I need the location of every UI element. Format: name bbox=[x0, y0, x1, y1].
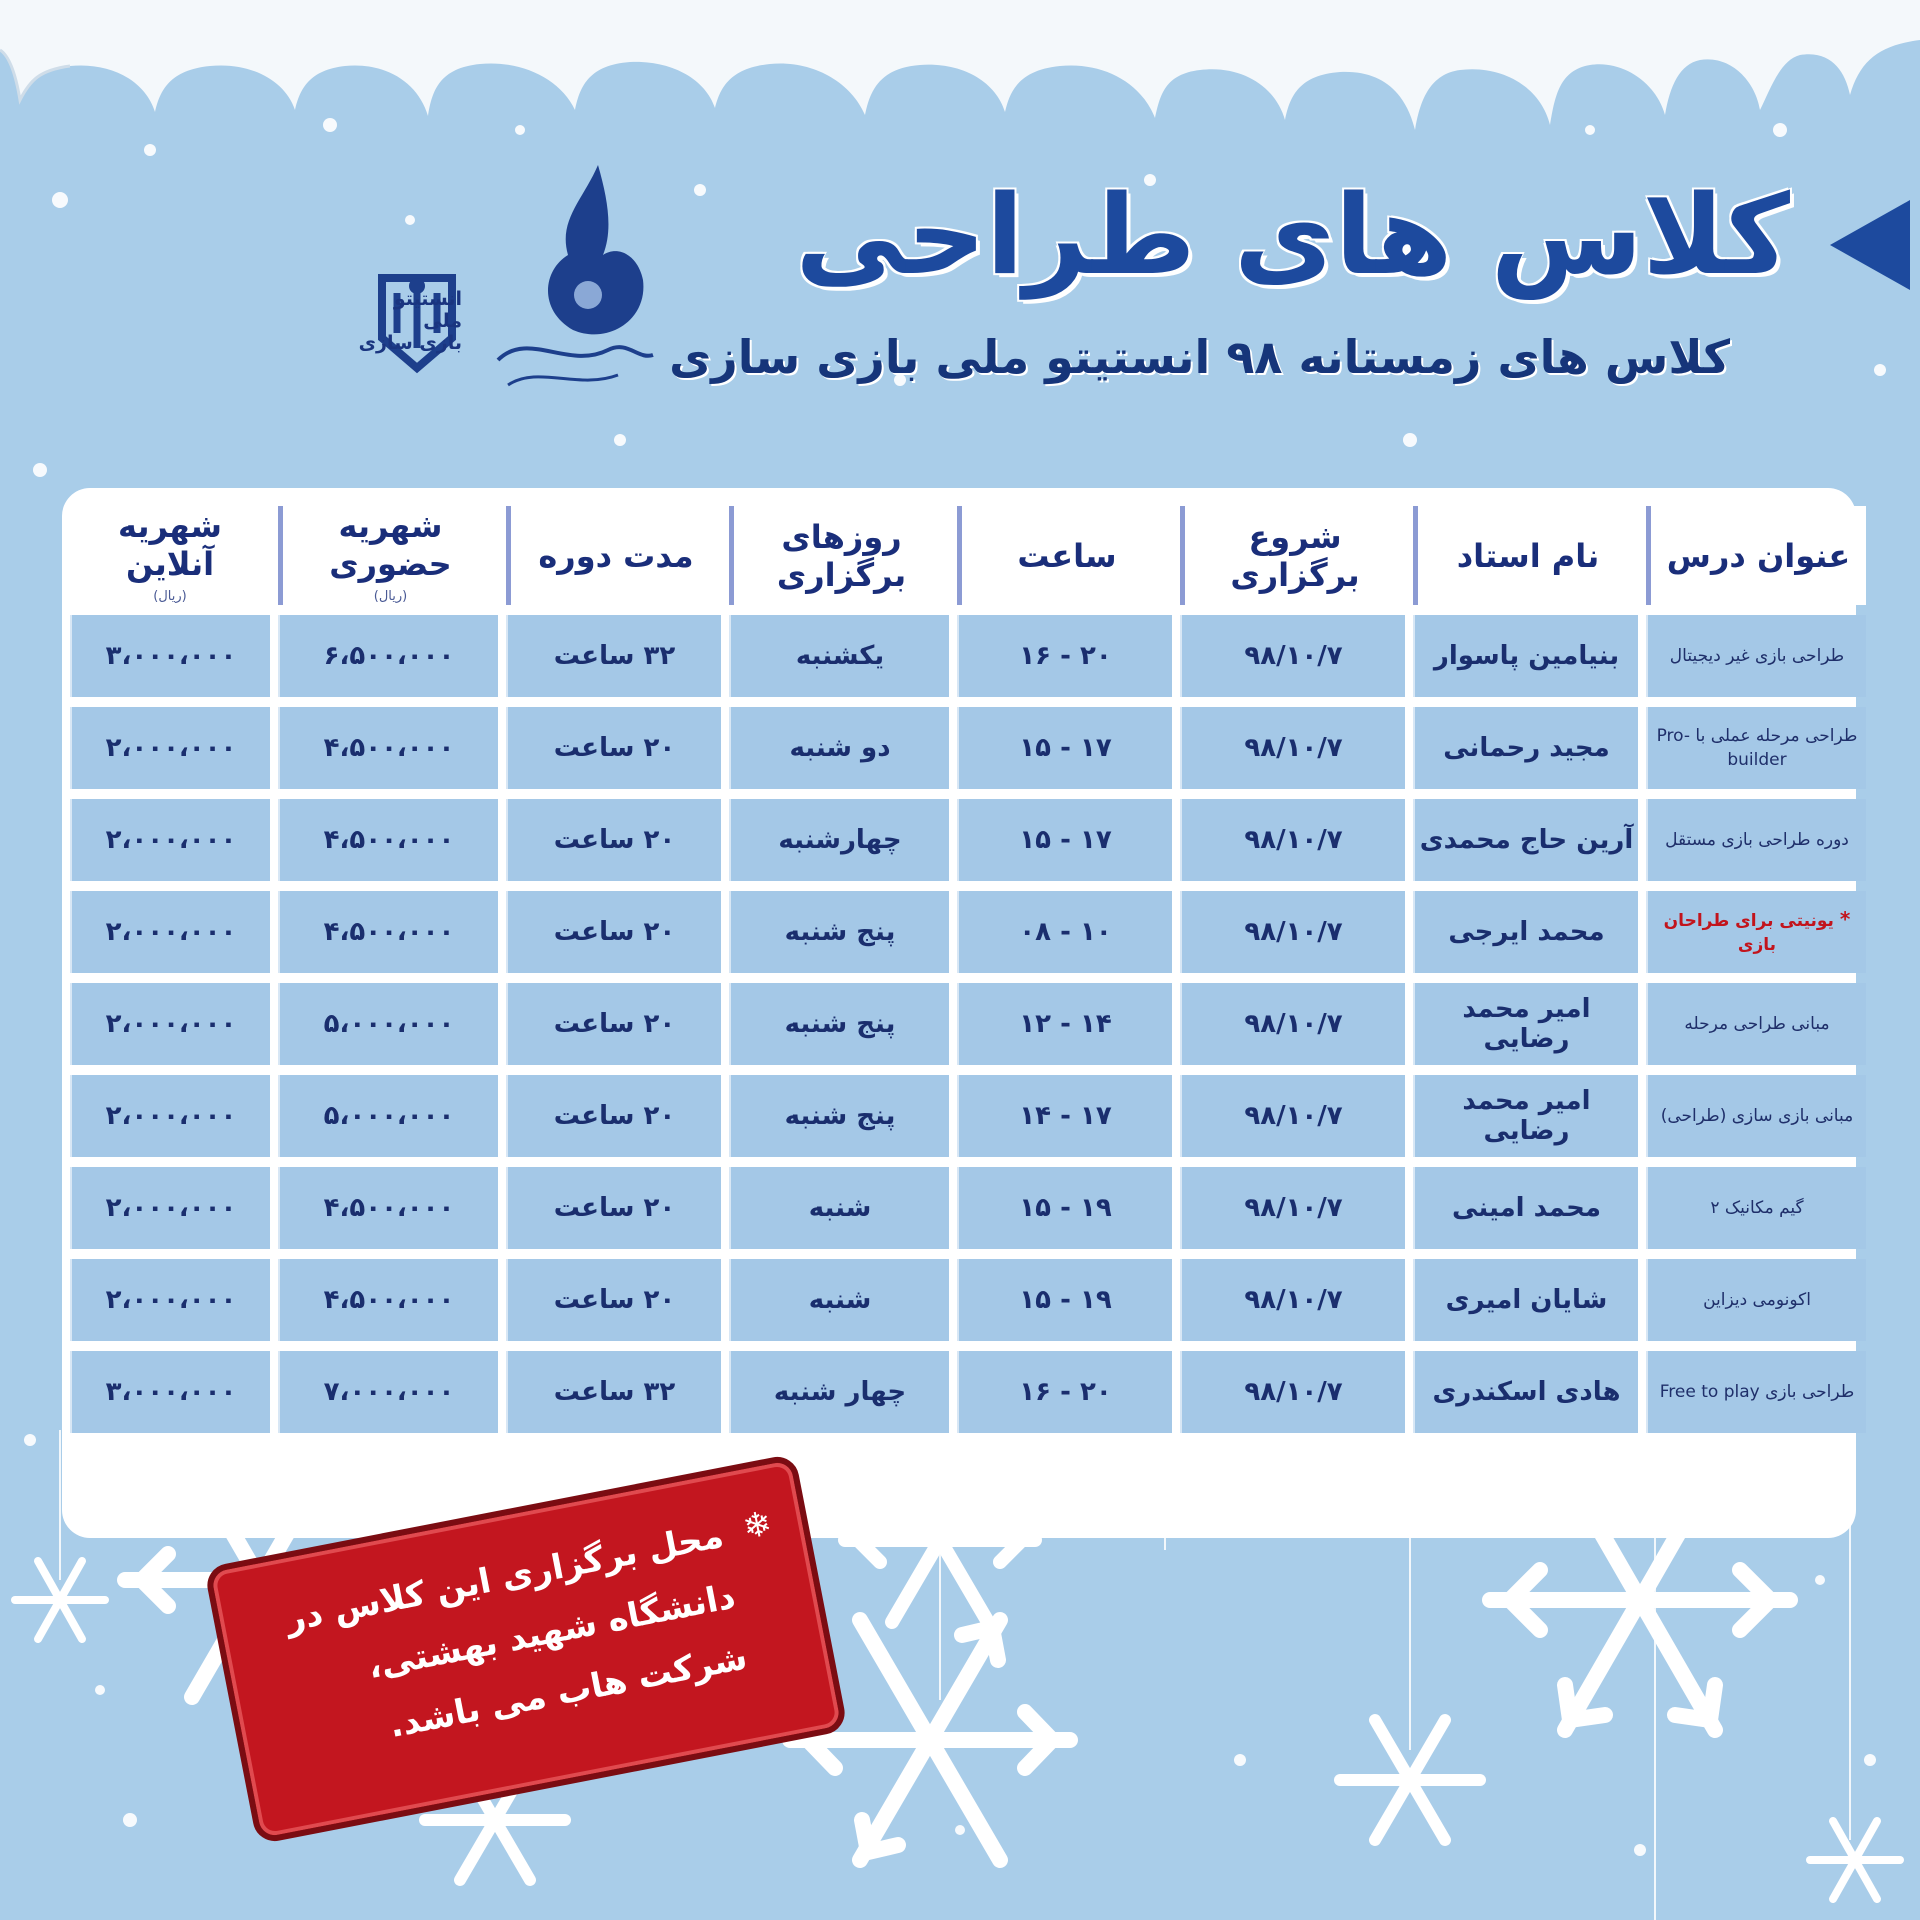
cell-days: یکشنبه bbox=[729, 615, 949, 697]
cell-start: ۹۸/۱۰/۷ bbox=[1180, 615, 1405, 697]
cell-teacher: بنیامین پاسوار bbox=[1413, 615, 1638, 697]
cell-teacher: محمد ایرجی bbox=[1413, 891, 1638, 973]
cell-teacher: هادی اسکندری bbox=[1413, 1351, 1638, 1433]
cell-days: چهارشنبه bbox=[729, 799, 949, 881]
table-row bbox=[70, 1075, 1866, 1157]
cell-course: اکونومی دیزاین bbox=[1646, 1259, 1866, 1341]
cell-fee-inperson: ۴،۵۰۰،۰۰۰ bbox=[278, 891, 498, 973]
foundation-logo bbox=[488, 160, 668, 400]
cell-fee-inperson: ۴،۵۰۰،۰۰۰ bbox=[278, 1259, 498, 1341]
table-row bbox=[70, 799, 1866, 881]
cell-time: ۲۰ - ۱۶ bbox=[957, 615, 1172, 697]
page-title: کلاس های طراحی bbox=[795, 171, 1790, 299]
table-row bbox=[70, 1351, 1866, 1433]
cell-course: مبانی طراحی مرحله bbox=[1646, 983, 1866, 1065]
cell-teacher: مجید رحمانی bbox=[1413, 707, 1638, 789]
fee-unit: (ریال) bbox=[373, 589, 408, 604]
cell-fee-online: ۳،۰۰۰،۰۰۰ bbox=[70, 1351, 270, 1433]
cell-duration: ۲۰ ساعت bbox=[506, 983, 721, 1065]
cell-days: دو شنبه bbox=[729, 707, 949, 789]
cell-duration: ۲۰ ساعت bbox=[506, 1167, 721, 1249]
header-days: روزهای برگزاری bbox=[729, 506, 949, 605]
cell-start: ۹۸/۱۰/۷ bbox=[1180, 1351, 1405, 1433]
fee-unit: (ریال) bbox=[153, 589, 187, 604]
cell-course-highlighted: * یونیتی برای طراحان بازی bbox=[1646, 891, 1866, 973]
cell-fee-online: ۲،۰۰۰،۰۰۰ bbox=[70, 707, 270, 789]
page-subtitle: کلاس های زمستانه ۹۸ انستیتو ملی بازی سازی bbox=[669, 330, 1730, 384]
table-row bbox=[70, 983, 1866, 1065]
cell-duration: ۲۰ ساعت bbox=[506, 799, 721, 881]
header-duration: مدت دوره bbox=[506, 506, 721, 605]
cell-teacher: آرین حاج محمدی bbox=[1413, 799, 1638, 881]
cell-course: مبانی بازی سازی (طراحی) bbox=[1646, 1075, 1866, 1157]
cell-fee-online: ۲،۰۰۰،۰۰۰ bbox=[70, 1259, 270, 1341]
location-notice-text: محل برگزاری این کلاس در دانشگاه شهید بهشتی، شرکت هاب می باشد. bbox=[282, 1515, 751, 1747]
cell-teacher: امیر محمد رضایی bbox=[1413, 983, 1638, 1065]
cell-fee-inperson: ۵،۰۰۰،۰۰۰ bbox=[278, 1075, 498, 1157]
cell-time: ۱۷ - ۱۵ bbox=[957, 707, 1172, 789]
cell-days: شنبه bbox=[729, 1259, 949, 1341]
cell-duration: ۲۰ ساعت bbox=[506, 1259, 721, 1341]
cell-fee-inperson: ۷،۰۰۰،۰۰۰ bbox=[278, 1351, 498, 1433]
cell-fee-online: ۲،۰۰۰،۰۰۰ bbox=[70, 983, 270, 1065]
header-teacher: نام استاد bbox=[1413, 506, 1638, 605]
header-fee-online: شهریه آنلاین (ریال) bbox=[70, 506, 270, 605]
header-fee-inperson: شهریه حضوری (ریال) bbox=[278, 506, 498, 605]
cell-course: طراحی مرحله عملی با Pro-builder bbox=[1646, 707, 1866, 789]
header-course: عنوان درس bbox=[1646, 506, 1866, 605]
cell-days: شنبه bbox=[729, 1167, 949, 1249]
cell-fee-inperson: ۴،۵۰۰،۰۰۰ bbox=[278, 707, 498, 789]
table-row bbox=[70, 707, 1866, 789]
cell-duration: ۳۲ ساعت bbox=[506, 615, 721, 697]
institute-logo bbox=[262, 268, 462, 378]
table-row bbox=[70, 1167, 1866, 1249]
cell-teacher: امیر محمد رضایی bbox=[1413, 1075, 1638, 1157]
class-schedule-table bbox=[62, 496, 1874, 1443]
cell-start: ۹۸/۱۰/۷ bbox=[1180, 799, 1405, 881]
title-arrow-icon bbox=[1830, 200, 1910, 290]
cell-start: ۹۸/۱۰/۷ bbox=[1180, 891, 1405, 973]
cell-start: ۹۸/۱۰/۷ bbox=[1180, 983, 1405, 1065]
header-time: ساعت bbox=[957, 506, 1172, 605]
cell-start: ۹۸/۱۰/۷ bbox=[1180, 1259, 1405, 1341]
cell-time: ۱۰ - ۰۸ bbox=[957, 891, 1172, 973]
cell-start: ۹۸/۱۰/۷ bbox=[1180, 1075, 1405, 1157]
cell-fee-online: ۲،۰۰۰،۰۰۰ bbox=[70, 1075, 270, 1157]
cell-days: پنج شنبه bbox=[729, 1075, 949, 1157]
cell-start: ۹۸/۱۰/۷ bbox=[1180, 1167, 1405, 1249]
page-header bbox=[0, 0, 1920, 480]
cell-course: طراحی بازی غیر دیجیتال bbox=[1646, 615, 1866, 697]
table-header-row bbox=[70, 506, 1866, 605]
cell-duration: ۳۲ ساعت bbox=[506, 1351, 721, 1433]
cell-start: ۹۸/۱۰/۷ bbox=[1180, 707, 1405, 789]
snowflake-icon: ❄ bbox=[739, 1503, 776, 1548]
cell-time: ۱۹ - ۱۵ bbox=[957, 1167, 1172, 1249]
cell-teacher: شایان امیری bbox=[1413, 1259, 1638, 1341]
cell-course: گیم مکانیک ۲ bbox=[1646, 1167, 1866, 1249]
cell-time: ۱۹ - ۱۵ bbox=[957, 1259, 1172, 1341]
cell-duration: ۲۰ ساعت bbox=[506, 1075, 721, 1157]
cell-fee-online: ۳،۰۰۰،۰۰۰ bbox=[70, 615, 270, 697]
cell-teacher: محمد امینی bbox=[1413, 1167, 1638, 1249]
cell-duration: ۲۰ ساعت bbox=[506, 707, 721, 789]
cell-time: ۱۷ - ۱۴ bbox=[957, 1075, 1172, 1157]
institute-logo-text: انستیتو ملی بازی سازی bbox=[358, 288, 462, 354]
table-row bbox=[70, 615, 1866, 697]
cell-fee-online: ۲،۰۰۰،۰۰۰ bbox=[70, 799, 270, 881]
cell-course: دوره طراحی بازی مستقل bbox=[1646, 799, 1866, 881]
cell-fee-inperson: ۴،۵۰۰،۰۰۰ bbox=[278, 1167, 498, 1249]
header-start: شروع برگزاری bbox=[1180, 506, 1405, 605]
cell-time: ۲۰ - ۱۶ bbox=[957, 1351, 1172, 1433]
cell-fee-online: ۲،۰۰۰،۰۰۰ bbox=[70, 1167, 270, 1249]
cell-days: پنج شنبه bbox=[729, 983, 949, 1065]
cell-days: چهار شنبه bbox=[729, 1351, 949, 1433]
table-row bbox=[70, 891, 1866, 973]
cell-fee-inperson: ۵،۰۰۰،۰۰۰ bbox=[278, 983, 498, 1065]
cell-fee-inperson: ۶،۵۰۰،۰۰۰ bbox=[278, 615, 498, 697]
table-row bbox=[70, 1259, 1866, 1341]
cell-time: ۱۷ - ۱۵ bbox=[957, 799, 1172, 881]
cell-fee-online: ۲،۰۰۰،۰۰۰ bbox=[70, 891, 270, 973]
star-icon: * bbox=[1839, 907, 1851, 931]
cell-course: طراحی بازی Free to play bbox=[1646, 1351, 1866, 1433]
cell-days: پنج شنبه bbox=[729, 891, 949, 973]
cell-duration: ۲۰ ساعت bbox=[506, 891, 721, 973]
cell-fee-inperson: ۴،۵۰۰،۰۰۰ bbox=[278, 799, 498, 881]
foundation-logo-icon bbox=[488, 160, 668, 400]
cell-time: ۱۴ - ۱۲ bbox=[957, 983, 1172, 1065]
